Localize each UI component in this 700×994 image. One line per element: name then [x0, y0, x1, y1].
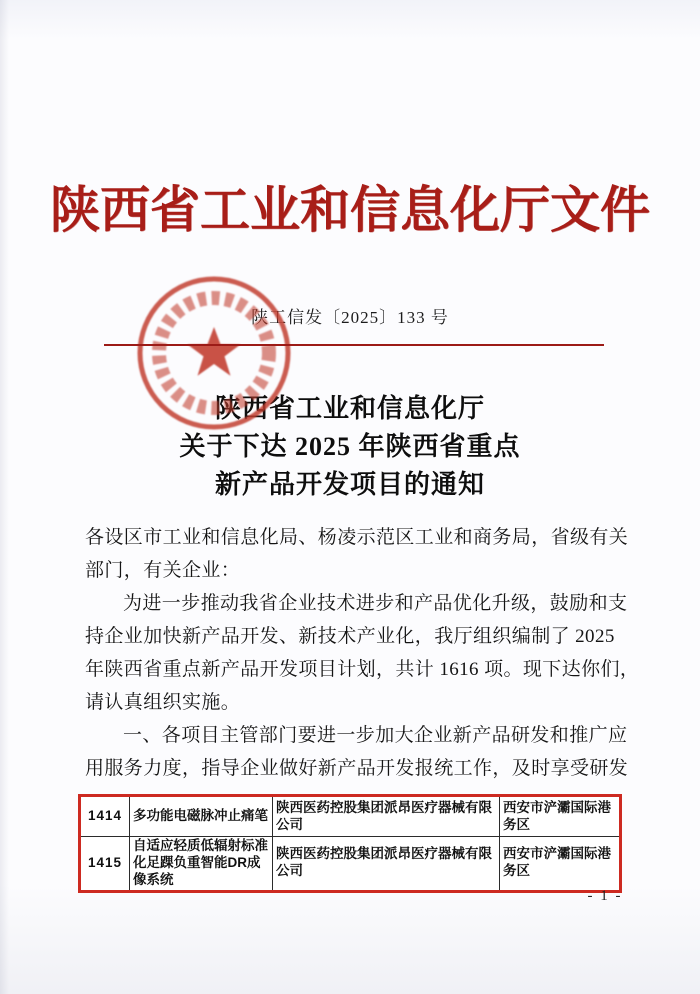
seal-graphic	[140, 279, 288, 427]
district-cell: 西安市浐灞国际港务区	[500, 837, 621, 892]
document-reference-number: 陕工信发〔2025〕133 号	[251, 308, 449, 327]
official-seal-stamp	[133, 270, 295, 436]
body-line: 各设区市工业和信息化局、杨凌示范区工业和商务局，省级有关	[85, 527, 629, 548]
body-line: 年陕西省重点新产品开发项目计划，共计 1616 项。现下达你们，	[85, 659, 640, 680]
document-subject-title	[0, 390, 700, 504]
company-cell: 陕西医药控股集团派昂医疗器械有限公司	[273, 796, 500, 837]
body-line: 一、各项目主管部门要进一步加大企业新产品研发和推广应	[123, 725, 628, 746]
company-cell: 陕西医药控股集团派昂医疗器械有限公司	[273, 837, 500, 892]
page-number: - 1 -	[587, 888, 623, 904]
document-body-text	[85, 521, 640, 785]
subject-line: 关于下达 2025 年陕西省重点	[179, 432, 521, 461]
body-line: 为进一步推动我省企业技术进步和产品优化升级，鼓励和支	[123, 593, 628, 614]
district-cell: 西安市浐灞国际港务区	[500, 796, 621, 837]
project-list-table	[78, 794, 622, 893]
project-name-cell: 多功能电磁脉冲止痛笔	[130, 796, 273, 837]
body-line: 持企业加快新产品开发、新技术产业化，我厅组织编制了 2025	[85, 626, 615, 647]
table-row	[80, 796, 621, 837]
seal-star-icon	[187, 327, 240, 376]
agency-masthead-title: 陕西省工业和信息化厅文件	[50, 182, 650, 238]
masthead-divider-line	[104, 344, 604, 346]
subject-line: 新产品开发项目的通知	[214, 470, 485, 499]
subject-line: 陕西省工业和信息化厅	[214, 394, 485, 423]
project-name-cell: 自适应轻质低辐射标准化足踝负重智能DR成像系统	[130, 837, 273, 892]
body-line: 请认真组织实施。	[85, 692, 241, 713]
body-line: 用服务力度，指导企业做好新产品开发报统工作，及时享受研发	[85, 758, 629, 779]
project-number-cell: 1415	[80, 837, 130, 892]
project-number-cell: 1414	[80, 796, 130, 837]
table-row	[80, 837, 621, 892]
body-line: 部门，有关企业：	[85, 560, 241, 581]
